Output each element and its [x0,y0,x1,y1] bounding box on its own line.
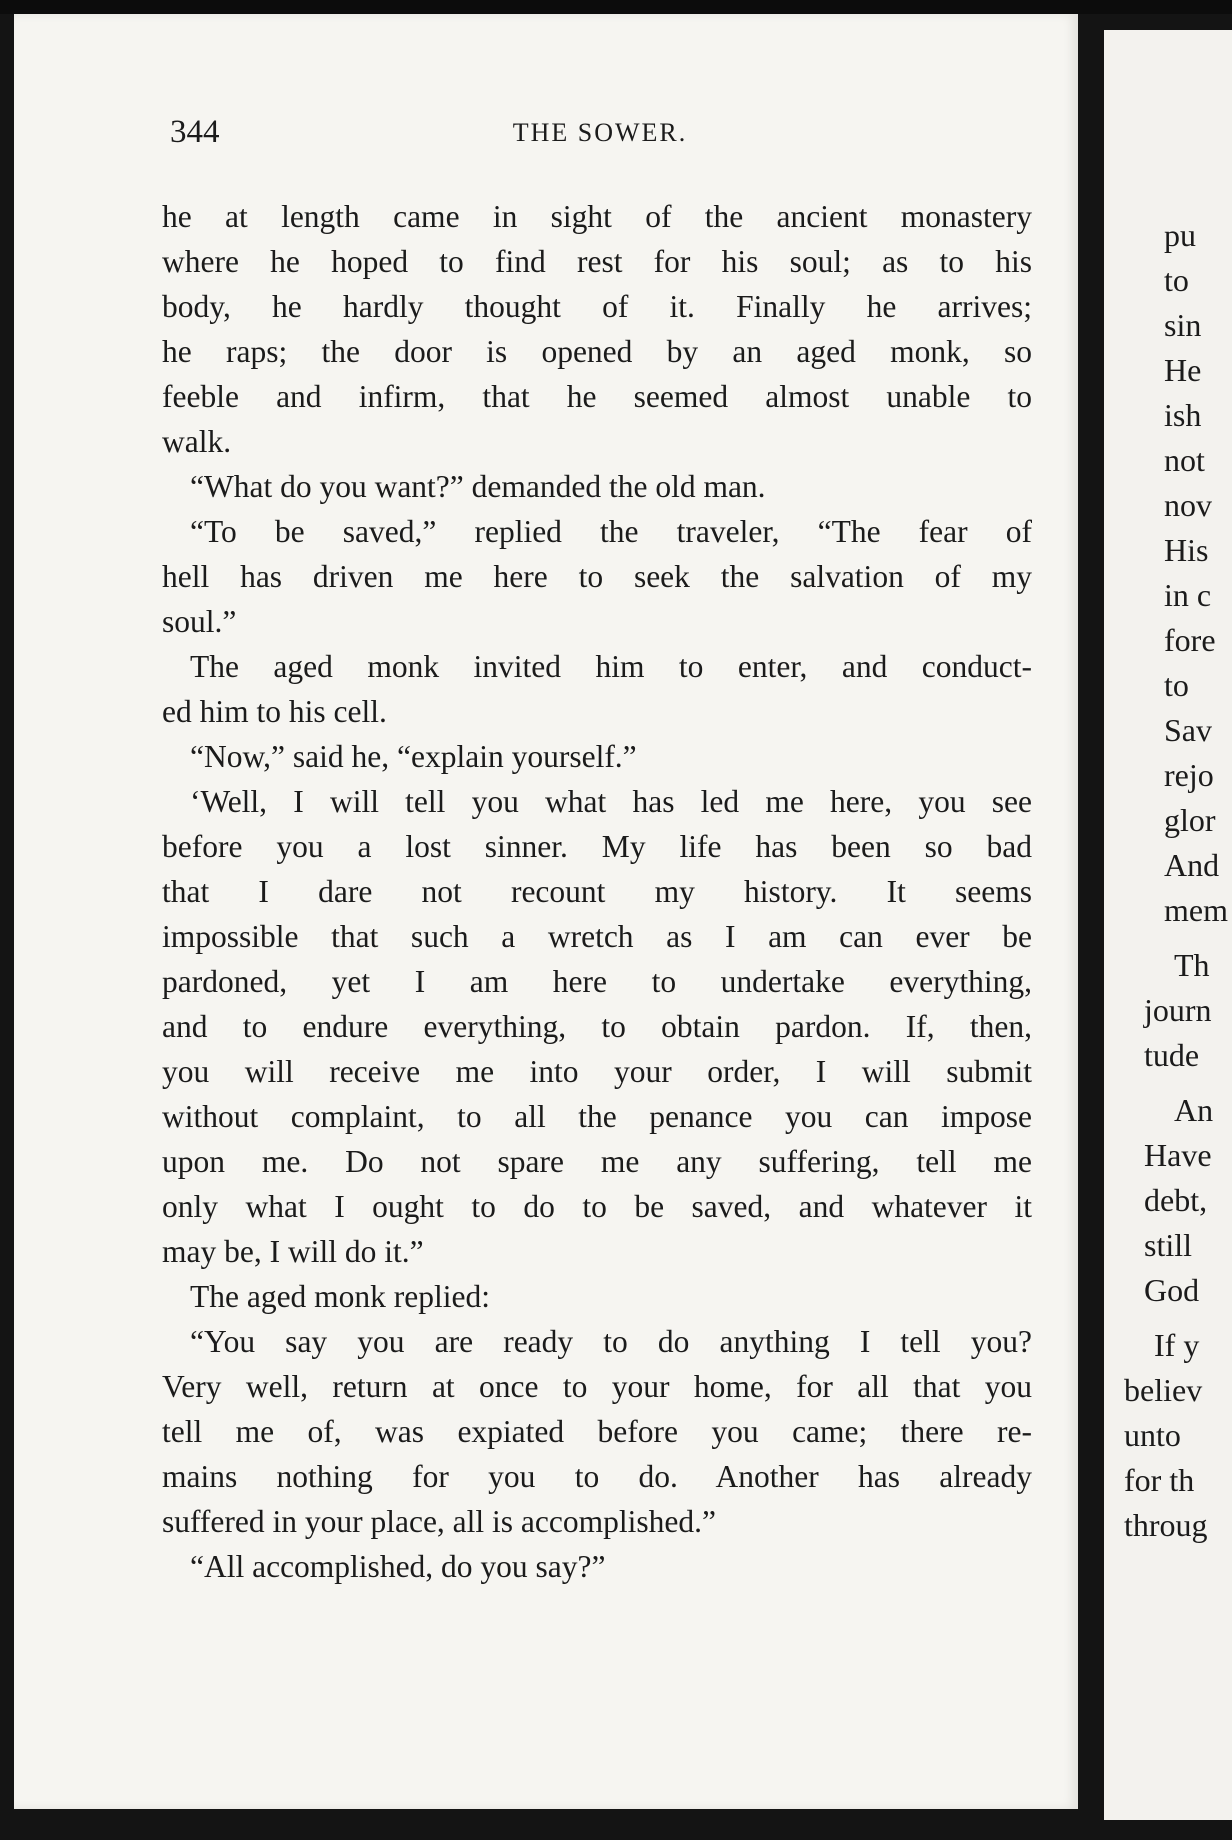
facing-page-line: for th [1124,1462,1195,1498]
facing-page-line: sin [1164,307,1202,343]
text-line: “To be saved,” replied the traveler, “The fear of [190,514,1032,549]
facing-page-line: to [1164,262,1189,298]
text-line: ‘Well, I will tell you what has led me here, you see [190,784,1032,819]
text-line: pardoned, yet I am here to undertake everything, [162,964,1032,999]
text-line: before you a lost sinner. My life has been so bad [162,829,1032,864]
facing-page-line: still [1144,1227,1193,1263]
text-line: suffered in your place, all is accomplished.” [162,1504,716,1539]
facing-page-line: glor [1164,802,1216,838]
text-line: tell me of, was expiated before you came; there re- [162,1414,1032,1449]
text-line: mains nothing for you to do. Another has already [162,1459,1032,1494]
facing-page-line: An [1174,1092,1214,1128]
text-line: you will receive me into your order, I will submit [162,1054,1032,1089]
facing-page-line: rejo [1164,757,1214,793]
facing-page-line: And [1164,847,1220,883]
facing-page-line: to [1164,667,1189,703]
text-line: Very well, return at once to your home, for all that you [162,1369,1032,1404]
text-line: “Now,” said he, “explain yourself.” [190,739,637,774]
text-line: only what I ought to do to be saved, and whatever it [162,1189,1032,1224]
text-line: “All accomplished, do you say?” [190,1549,606,1584]
text-line: he at length came in sight of the ancient monastery [162,199,1032,234]
text-line: upon me. Do not spare me any suffering, tell me [162,1144,1032,1179]
text-line: walk. [162,424,232,459]
facing-page-line: He [1164,352,1202,388]
facing-page-line: not [1164,442,1205,478]
text-line: without complaint, to all the penance you can impose [162,1099,1032,1134]
facing-page-line: unto [1124,1417,1181,1453]
text-line: body, he hardly thought of it. Finally he arrives; [162,289,1032,324]
facing-page-line: fore [1164,622,1216,658]
book-page-left [14,14,1078,1809]
facing-page-line: His [1164,532,1209,568]
text-line: “You say you are ready to do anything I tell you? [190,1324,1032,1359]
page-header [170,114,1030,154]
facing-page-line: Sav [1164,712,1212,748]
text-line: The aged monk replied: [190,1279,491,1314]
facing-page-fragment [1104,30,1232,1820]
facing-page-line: If y [1154,1327,1200,1363]
scan-border-top [0,0,1232,14]
facing-page-line: in c [1164,577,1212,613]
text-line: where he hoped to find rest for his soul; as to his [162,244,1032,279]
facing-page-line: believ [1124,1372,1203,1408]
body-text [162,194,1032,1589]
text-line: “What do you want?” demanded the old man. [190,469,766,504]
facing-page-line: nov [1164,487,1212,523]
page-number: 344 [170,114,220,150]
facing-page-line: Have [1144,1137,1212,1173]
facing-page-line: throug [1124,1507,1208,1543]
text-line: impossible that such a wretch as I am can ever be [162,919,1032,954]
facing-page-line: mem [1164,892,1228,928]
text-line: soul.” [162,604,237,639]
facing-page-line: journ [1144,992,1212,1028]
text-line: hell has driven me here to seek the salvation of my [162,559,1032,594]
facing-page-line: ish [1164,397,1202,433]
facing-page-line: tude [1144,1037,1200,1073]
facing-page-line: pu [1164,217,1196,253]
text-line: feeble and infirm, that he seemed almost unable to [162,379,1032,414]
facing-page-line: debt, [1144,1182,1208,1218]
facing-page-line: God [1144,1272,1200,1308]
text-line: The aged monk invited him to enter, and conduct- [190,649,1032,684]
text-line: he raps; the door is opened by an aged monk, so [162,334,1032,369]
text-line: ed him to his cell. [162,694,387,729]
text-line: that I dare not recount my history. It seems [162,874,1032,909]
running-head: THE SOWER. [512,118,688,147]
text-line: and to endure everything, to obtain pardon. If, then, [162,1009,1032,1044]
text-line: may be, I will do it.” [162,1234,424,1269]
facing-page-line: Th [1174,947,1210,983]
